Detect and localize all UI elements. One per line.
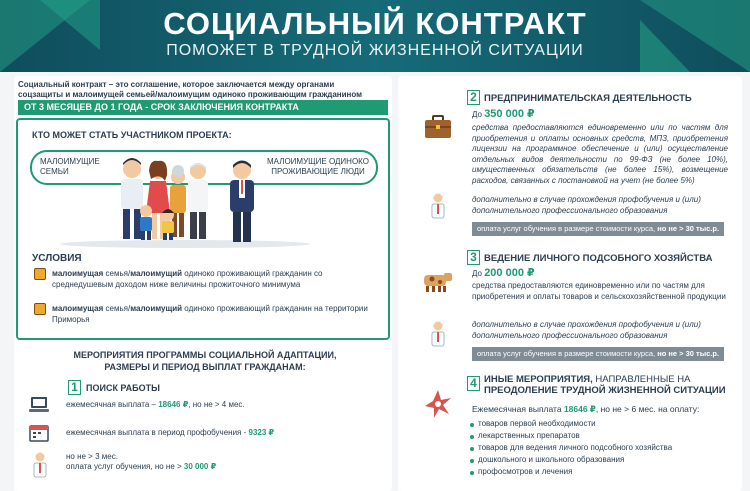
other-pay [472,404,699,415]
single-label-line1: МАЛОИМУЩИЕ ОДИНОКО [267,157,369,166]
page-subtitle: ПОМОЖЕТ В ТРУДНОЙ ЖИЗНЕННОЙ СИТУАЦИИ [166,42,584,59]
condition-2 [52,303,372,325]
course-pay-label: оплата услуг обучения, но не > [66,462,184,471]
business-extra: дополнительно в случае прохождения профобучения и (или) дополнительного профессионального образования [472,195,701,215]
business-bar-bold: но не > 30 тыс.р. [657,224,720,233]
list-item: товаров для ведения личного подсобного хозяйства [478,443,673,452]
computer-icon [28,396,50,414]
farm-bar-bold: но не > 30 тыс.р. [657,349,720,358]
farm-title: ВЕДЕНИЕ ЛИЧНОГО ПОДСОБНОГО ХОЗЯЙСТВА [484,253,713,264]
business-bar-label: оплата услуг обучения в размере стоимости курса, [476,224,658,233]
other-pay-amount: 18646 ₽ [563,404,596,414]
farm-upto: До [472,269,485,278]
business-upto: До [472,110,485,119]
job-search-title: ПОИСК РАБОТЫ [86,383,160,393]
farm-training-bar [472,347,724,361]
farm-bar-label: оплата услуг обучения в размере стоимости курса, [476,349,658,358]
list-item: профосмотров и лечения [478,467,573,476]
bullet-dot [470,423,474,427]
business-amount [472,109,535,121]
list-item: дошкольного и школьного образования [478,455,625,464]
person-tie-icon [32,452,48,480]
section-number-3: 3 [467,250,480,265]
training-pay [66,428,274,438]
list-item: лекарственных препаратов [478,431,580,440]
participants-title: КТО МОЖЕТ СТАТЬ УЧАСТНИКОМ ПРОЕКТА: [32,130,232,140]
single-man-illustration [225,158,259,244]
bullet-dot [470,447,474,451]
bullet-dot [470,459,474,463]
job-pay-rest: , но не > 4 мес. [188,400,245,409]
course-pay-amount: 30 000 ₽ [183,462,217,471]
business-title: ПРЕДПРИНИМАТЕЛЬСКАЯ ДЕЯТЕЛЬНОСТЬ [484,93,692,104]
list-item: товаров первой необходимости [478,419,596,428]
briefcase-icon [424,115,452,139]
events-title-line1: МЕРОПРИЯТИЯ ПРОГРАММЫ СОЦИАЛЬНОЙ АДАПТАЦИИ, [73,350,337,360]
events-title [70,349,340,373]
family-label-line2: СЕМЬИ [40,167,69,176]
other-pay-rest: , но не > 6 мес. на оплату: [595,404,700,414]
job-pay-label: ежемесячная выплата – [66,400,159,409]
farm-description: средства предоставляются единовременно или по частям для приобретения и оплаты товаров и сельскохозяйственной продукции [472,281,726,301]
business-amount-value: 350 000 ₽ [484,108,535,120]
events-title-line2: РАЗМЕРЫ И ПЕРИОД ВЫПЛАТ ГРАЖДАНАМ: [104,362,306,372]
other-pay-label: Ежемесячная выплата [472,404,564,414]
training-pay-label: ежемесячная выплата в период профобучения - [66,428,249,437]
intro-text: Социальный контракт – это соглашение, которое заключается между органами соцзащиты и малоимущей семьей/малоимущим одиноко проживающим гражданином [18,80,363,99]
star-burst-icon [422,388,454,420]
farm-extra: дополнительно в случае прохождения профобучения и (или) дополнительного профессионального образования [472,320,701,340]
job-pay-amount: 18646 ₽ [158,400,189,409]
checkbox-icon [34,303,46,315]
family-illustration [110,155,220,243]
job-pay [66,400,245,410]
condition-1-bold: малоимущая [52,269,104,278]
business-description: средства предоставляются единовременно или по частям для приобретения и оплаты основных средств, МПЗ, приобретения лицензии на программное обеспечение и (или) осуществление отдельных видов деятельности по 99-ФЗ (не более 10%), имущественных обязательств (не более 15%), возмещение расходов, связанных с постановкой на учет (не более 5%) [472,123,728,185]
condition-2-rest: одиноко проживающий гражданин на территории Приморья [52,304,368,324]
family-label-line1: МАЛОИМУЩИЕ [40,157,100,166]
other-title-bold: ИНЫЕ МЕРОПРИЯТИЯ, [484,374,593,385]
condition-2-bold2: малоимущий [130,304,183,313]
calendar-icon [28,424,50,442]
farm-amount [472,268,535,280]
bullet-dot [470,435,474,439]
family-label [40,157,100,177]
condition-1-rest: одиноко проживающий гражданин со среднедушевым доходом ниже величины прожиточного минимума [52,269,323,289]
condition-1-mid: семья/ [103,269,131,278]
person-tie-icon [430,321,446,349]
section-number-2: 2 [467,90,480,105]
section-number-4: 4 [467,376,480,391]
condition-1-bold2: малоимущий [130,269,183,278]
business-training-bar [472,222,724,236]
other-title [484,374,726,396]
condition-2-bold: малоимущая [52,304,104,313]
course-pay [66,452,216,472]
cow-icon [420,269,454,293]
single-label-line2: ПРОЖИВАЮЩИЕ ЛЮДИ [271,167,365,176]
person-tie-icon [430,193,446,221]
farm-amount-value: 200 000 ₽ [484,267,535,279]
training-pay-amount: 9323 ₽ [248,428,275,437]
course-pay-line1: но не > 3 мес. [66,452,118,461]
header-banner [0,0,750,72]
page-title: СОЦИАЛЬНЫЙ КОНТРАКТ [163,6,587,41]
section-number-1: 1 [68,380,81,395]
conditions-title: УСЛОВИЯ [32,253,82,264]
other-title-rest: НАПРАВЛЕННЫЕ НА [592,374,691,385]
other-title-line2: ПРЕОДОЛЕНИЕ ТРУДНОЙ ЖИЗНЕННОЙ СИТУАЦИИ [484,385,726,396]
condition-1 [52,268,372,290]
single-label [262,157,374,177]
contract-term-banner: ОТ 3 МЕСЯЦЕВ ДО 1 ГОДА - СРОК ЗАКЛЮЧЕНИЯ КОНТРАКТА [18,100,388,115]
condition-2-mid: семья/ [103,304,131,313]
bullet-dot [470,471,474,475]
checkbox-icon [34,268,46,280]
